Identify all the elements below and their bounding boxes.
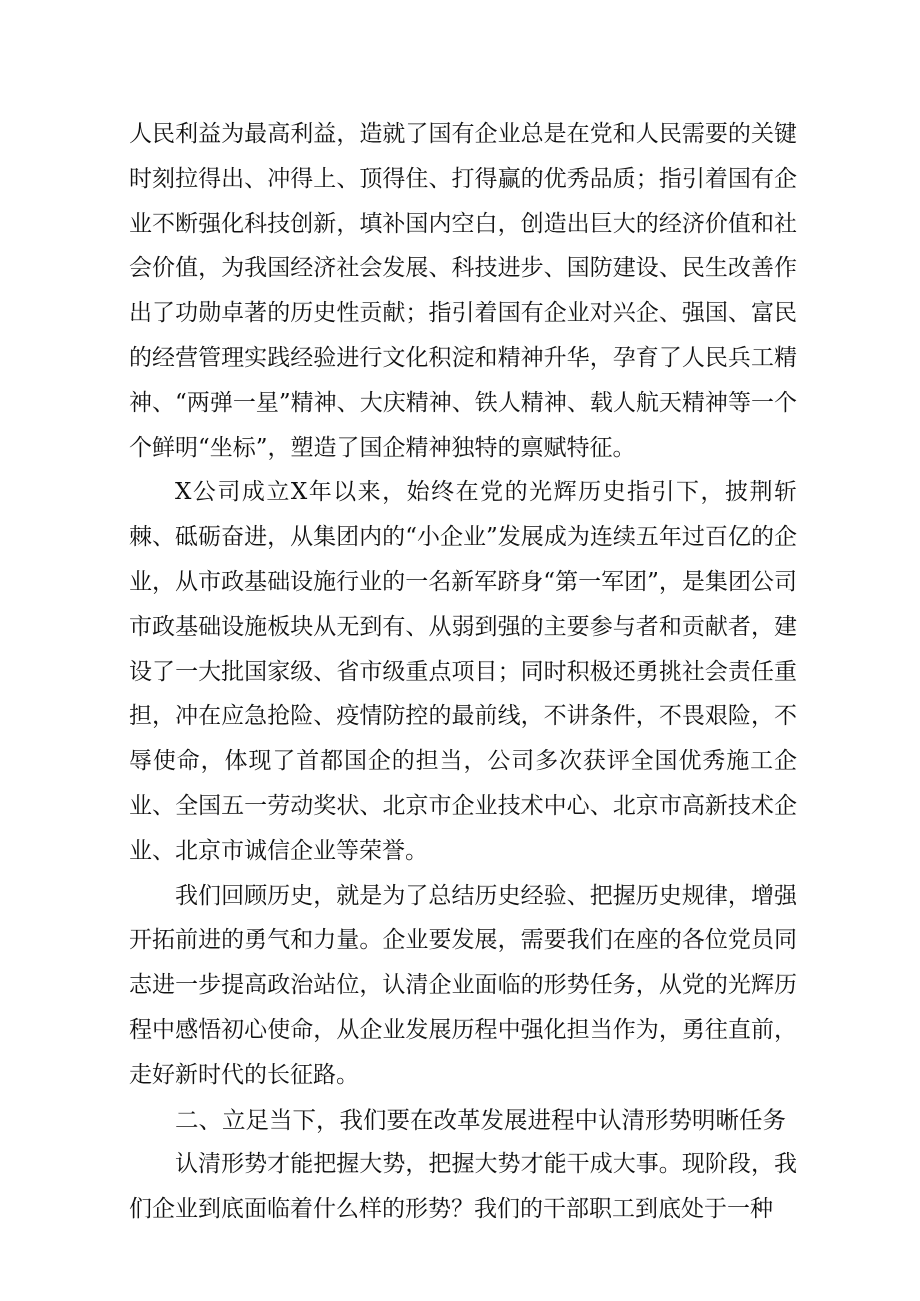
paragraph-2: X公司成立X年以来，始终在党的光辉历史指引下，披荆斩棘、砥砺奋进，从集团内的“小企业”发展成为连续五年过百亿的企业，从市政基础设施行业的一名新军跻身“第一军团”，是集团公司市政基础设施板块从无到有、从弱到强的主要参与者和贡献者，建设了一大批国家级、省市级重点项目；同时积极还勇挑社会责任重担，冲在应急抢险、疫情防控的最前线，不讲条件，不畏艰险，不辱使命，体现了首都国企的担当，公司多次获评全国优秀施工企业、全国五一劳动奖状、北京市企业技术中心、北京市高新技术企业、北京市诚信企业等荣誉。 bbox=[129, 479, 797, 864]
paragraph-4: 认清形势才能把握大势，把握大势才能干成大事。现阶段，我们企业到底面临着什么样的形势？我们的干部职工到底处于一种 bbox=[129, 1151, 797, 1223]
paragraph-1: 人民利益为最高利益，造就了国有企业总是在党和人民需要的关键时刻拉得出、冲得上、顶得住、打得赢的优秀品质；指引着国有企业不断强化科技创新，填补国内空白，创造出巨大的经济价值和社会价值，为我国经济社会发展、科技进步、国防建设、民生改善作出了功勋卓著的历史性贡献；指引着国有企业对兴企、强国、富民的经营管理实践经验进行文化积淀和精神升华，孕育了人民兵工精神、“两弹一星”精神、大庆精神、铁人精神、载人航天精神等一个个鲜明“坐标”，塑造了国企精神独特的禀赋特征。 bbox=[129, 121, 797, 461]
document-body bbox=[129, 112, 797, 1232]
section-heading: 二、立足当下，我们要在改革发展进程中认清形势明晰任务 bbox=[175, 1105, 786, 1134]
paragraph-3: 我们回顾历史，就是为了总结历史经验、把握历史规律，增强开拓前进的勇气和力量。企业要发展，需要我们在座的各位党员同志进一步提高政治站位，认清企业面临的形势任务，从党的光辉历程中感悟初心使命，从企业发展历程中强化担当作为，勇往直前，走好新时代的长征路。 bbox=[129, 882, 797, 1088]
